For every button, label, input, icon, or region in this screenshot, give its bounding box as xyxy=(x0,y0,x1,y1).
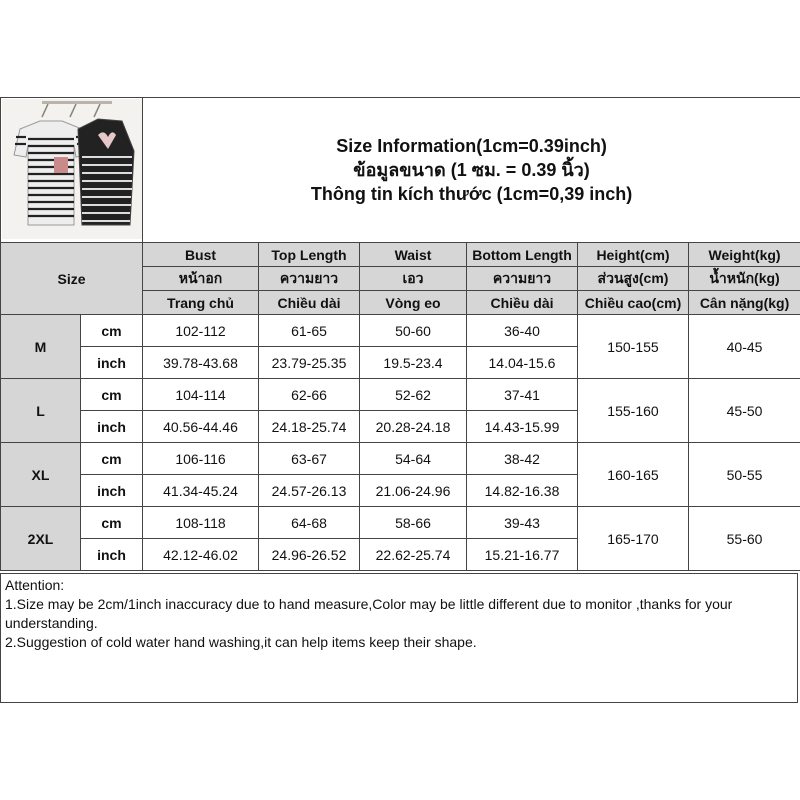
size-name-xl: XL xyxy=(1,443,81,507)
table-cell: 52-62 xyxy=(360,379,467,411)
weight-cell: 55-60 xyxy=(689,507,800,571)
table-cell: 106-116 xyxy=(143,443,259,475)
table-cell: 24.57-26.13 xyxy=(259,475,360,507)
size-chart-table xyxy=(0,97,800,571)
attention-title: Attention: xyxy=(5,577,65,593)
header-weight-en: Weight(kg) xyxy=(689,243,800,267)
attention-notes xyxy=(0,573,798,703)
header-bust-th: หน้าอก xyxy=(143,267,259,291)
weight-cell: 40-45 xyxy=(689,315,800,379)
table-cell: 24.18-25.74 xyxy=(259,411,360,443)
header-top-length-vi: Chiều dài xyxy=(259,291,360,315)
unit-inch: inch xyxy=(81,347,143,379)
info-line-en: Size Information(1cm=0.39inch) xyxy=(336,136,607,156)
unit-inch: inch xyxy=(81,411,143,443)
table-cell: 22.62-25.74 xyxy=(360,539,467,571)
info-line-vi: Thông tin kích thước (1cm=0,39 inch) xyxy=(310,184,633,204)
unit-cm: cm xyxy=(81,379,143,411)
table-cell: 42.12-46.02 xyxy=(143,539,259,571)
header-bust-vi: Trang chủ xyxy=(143,291,259,315)
height-cell: 165-170 xyxy=(578,507,689,571)
table-cell: 108-118 xyxy=(143,507,259,539)
table-cell: 63-67 xyxy=(259,443,360,475)
table-cell: 61-65 xyxy=(259,315,360,347)
header-waist-en: Waist xyxy=(360,243,467,267)
header-top-length-en: Top Length xyxy=(259,243,360,267)
table-cell: 19.5-23.4 xyxy=(360,347,467,379)
weight-cell: 45-50 xyxy=(689,379,800,443)
header-waist-vi: Vòng eo xyxy=(360,291,467,315)
table-cell: 21.06-24.96 xyxy=(360,475,467,507)
unit-cm: cm xyxy=(81,443,143,475)
size-name-l: L xyxy=(1,379,81,443)
product-photo xyxy=(1,98,143,243)
header-bottom-length-en: Bottom Length xyxy=(467,243,578,267)
table-cell: 104-114 xyxy=(143,379,259,411)
header-waist-th: เอว xyxy=(360,267,467,291)
unit-inch: inch xyxy=(81,539,143,571)
size-information-banner xyxy=(143,98,800,243)
table-cell: 24.96-26.52 xyxy=(259,539,360,571)
table-cell: 41.34-45.24 xyxy=(143,475,259,507)
unit-inch: inch xyxy=(81,475,143,507)
header-bottom-length-th: ความยาว xyxy=(467,267,578,291)
size-name-m: M xyxy=(1,315,81,379)
header-bust-en: Bust xyxy=(143,243,259,267)
table-cell: 20.28-24.18 xyxy=(360,411,467,443)
table-cell: 39.78-43.68 xyxy=(143,347,259,379)
product-photo-icon xyxy=(2,99,142,239)
unit-cm: cm xyxy=(81,507,143,539)
attention-line-2: 2.Suggestion of cold water hand washing,it can help items keep their shape. xyxy=(5,634,477,650)
table-cell: 38-42 xyxy=(467,443,578,475)
size-header: Size xyxy=(1,243,143,315)
header-weight-vi: Cân nặng(kg) xyxy=(689,291,800,315)
table-cell: 40.56-44.46 xyxy=(143,411,259,443)
unit-cm: cm xyxy=(81,315,143,347)
header-top-length-th: ความยาว xyxy=(259,267,360,291)
table-cell: 62-66 xyxy=(259,379,360,411)
attention-line-1: 1.Size may be 2cm/1inch inaccuracy due to hand measure,Color may be little different due to monitor ,thanks for your understanding. xyxy=(5,596,733,631)
height-cell: 155-160 xyxy=(578,379,689,443)
table-cell: 37-41 xyxy=(467,379,578,411)
table-cell: 58-66 xyxy=(360,507,467,539)
height-cell: 150-155 xyxy=(578,315,689,379)
header-height-th: ส่วนสูง(cm) xyxy=(578,267,689,291)
table-cell: 54-64 xyxy=(360,443,467,475)
table-cell: 14.43-15.99 xyxy=(467,411,578,443)
header-height-en: Height(cm) xyxy=(578,243,689,267)
weight-cell: 50-55 xyxy=(689,443,800,507)
table-cell: 102-112 xyxy=(143,315,259,347)
table-cell: 39-43 xyxy=(467,507,578,539)
header-bottom-length-vi: Chiều dài xyxy=(467,291,578,315)
header-weight-th: น้ำหนัก(kg) xyxy=(689,267,800,291)
table-cell: 14.82-16.38 xyxy=(467,475,578,507)
table-cell: 23.79-25.35 xyxy=(259,347,360,379)
table-cell: 50-60 xyxy=(360,315,467,347)
table-cell: 36-40 xyxy=(467,315,578,347)
header-height-vi: Chiều cao(cm) xyxy=(578,291,689,315)
size-name-2xl: 2XL xyxy=(1,507,81,571)
table-cell: 14.04-15.6 xyxy=(467,347,578,379)
table-cell: 64-68 xyxy=(259,507,360,539)
height-cell: 160-165 xyxy=(578,443,689,507)
info-line-th: ข้อมูลขนาด (1 ซม. = 0.39 นิ้ว) xyxy=(353,160,590,180)
table-cell: 15.21-16.77 xyxy=(467,539,578,571)
